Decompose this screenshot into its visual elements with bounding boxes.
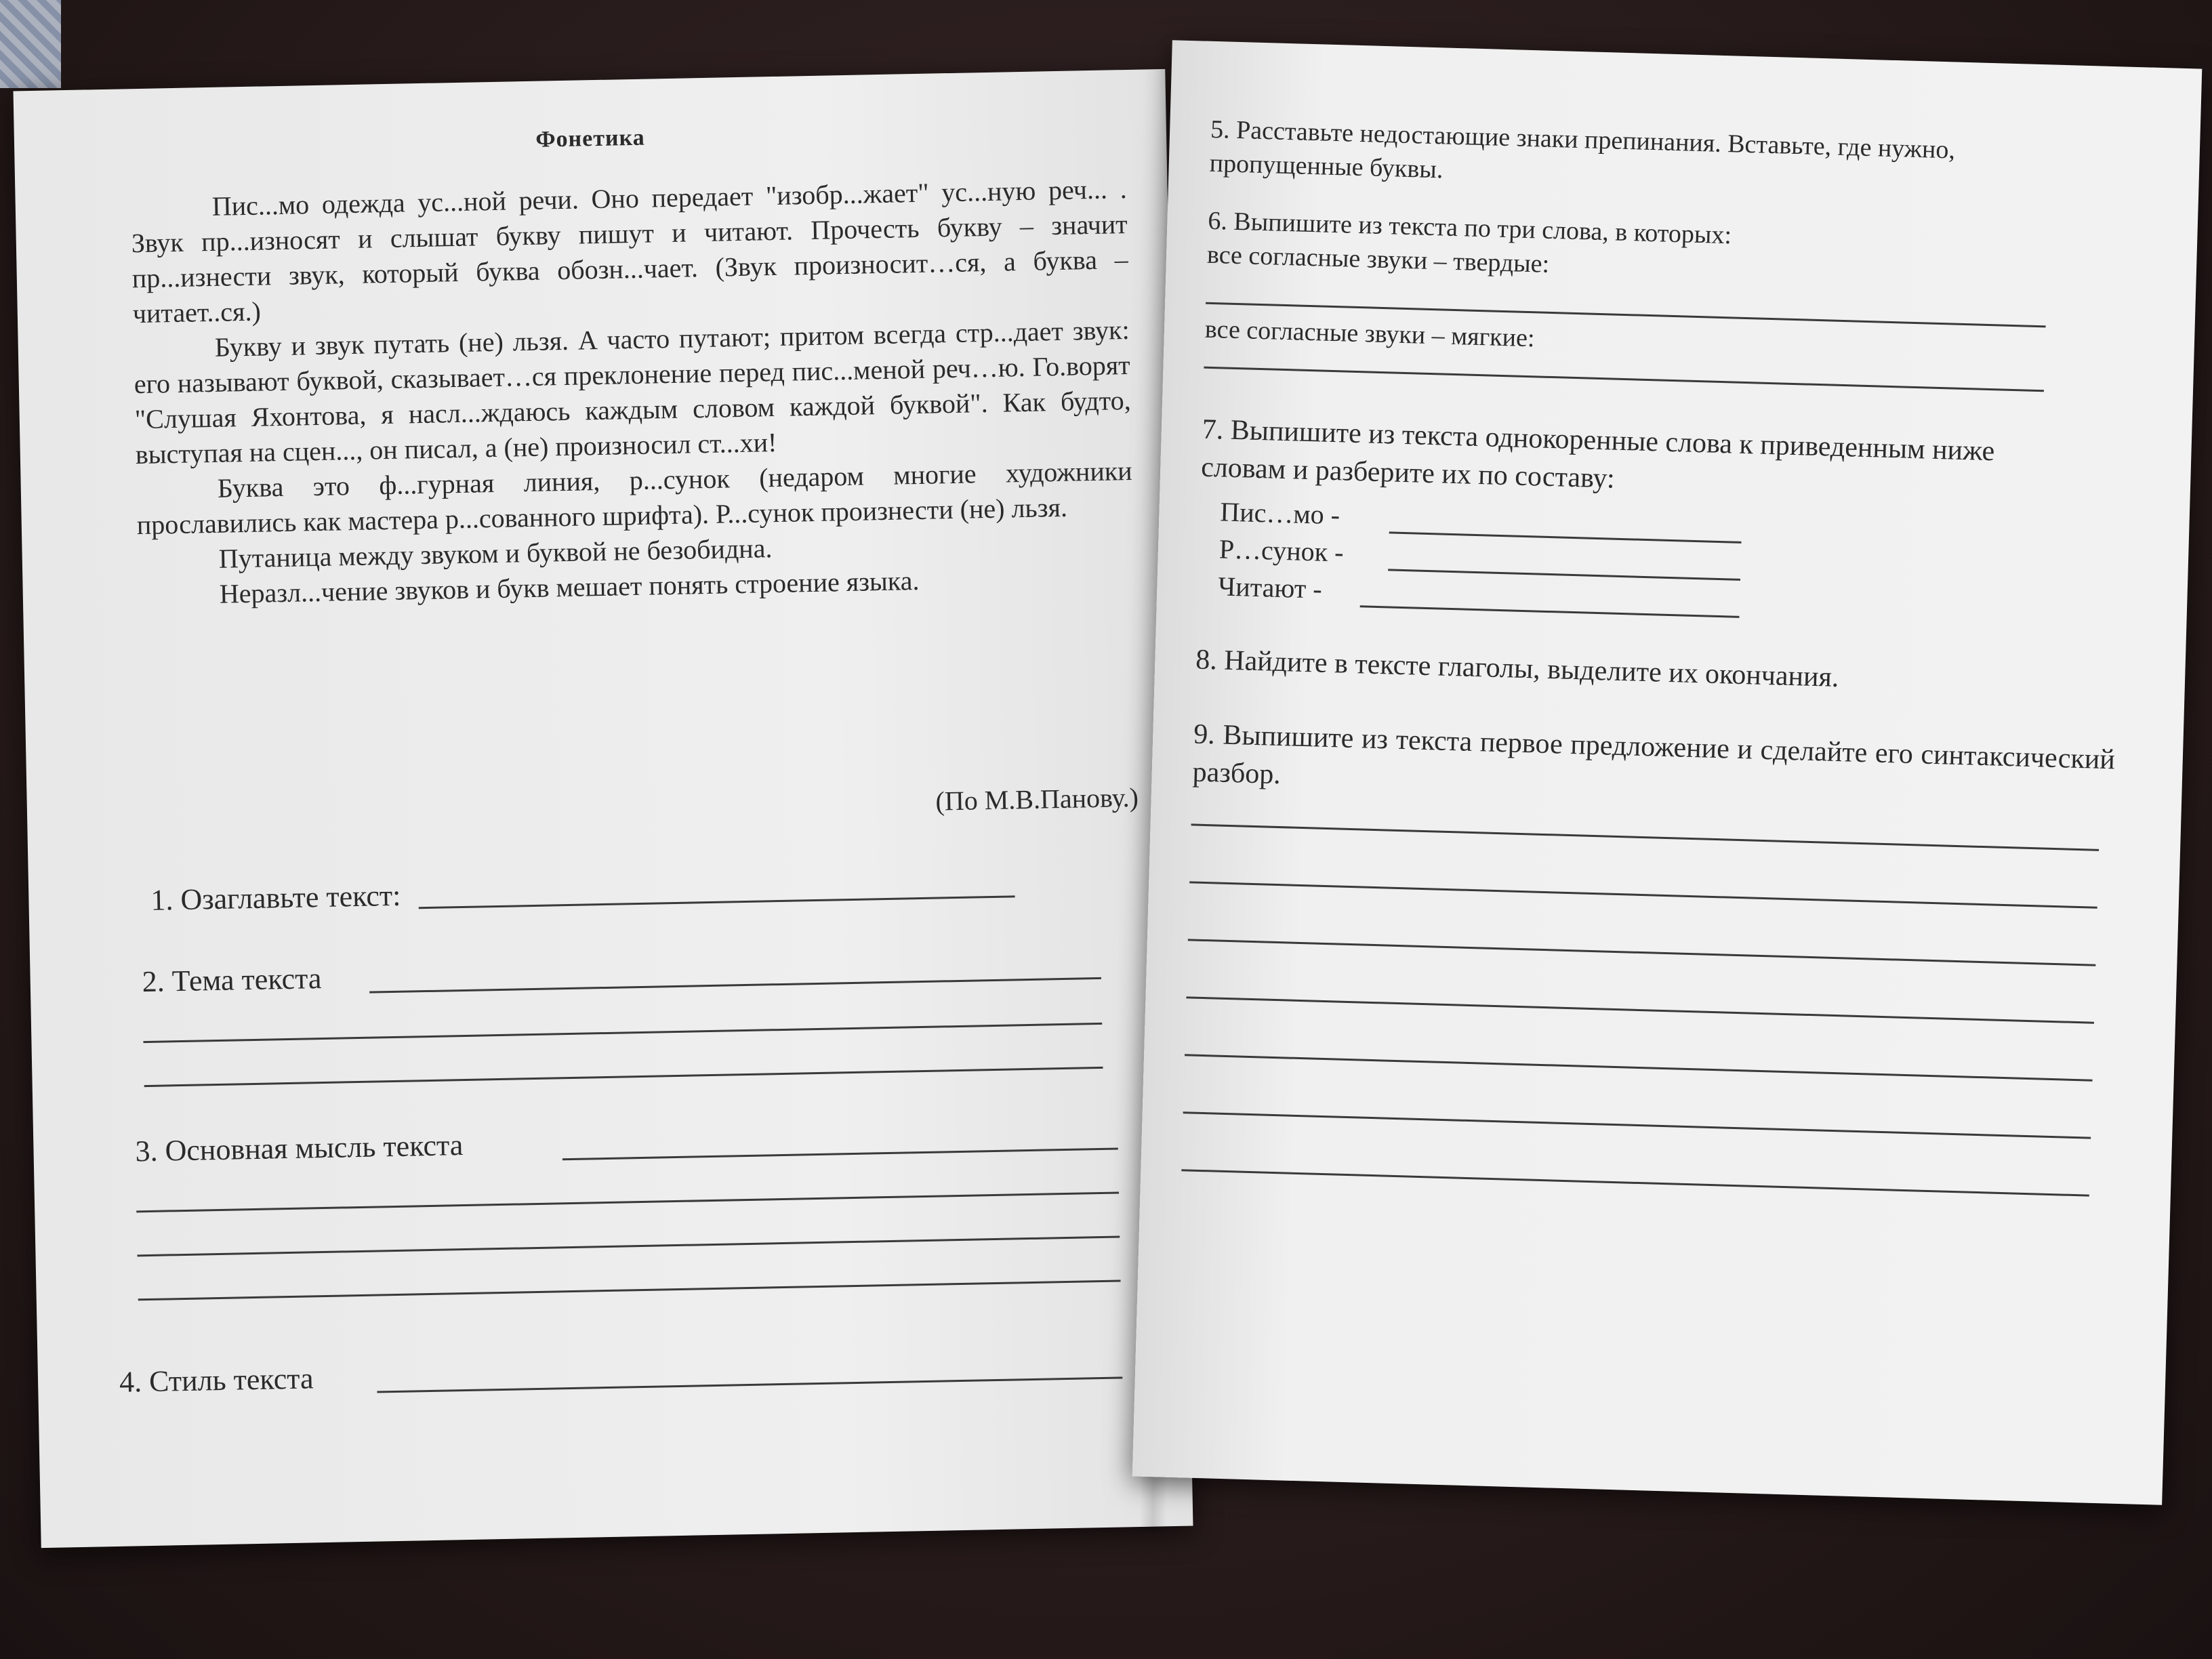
task-7-item-1 [1220,495,1340,531]
task-3-answer-line-2[interactable] [136,1191,1119,1212]
task-9-answer-line-2[interactable] [1189,881,2097,908]
task-9-answer-line-1[interactable] [1191,823,2100,851]
text-source: (По М.В.Панову.) [935,781,1139,817]
paragraph-4: Путаница между звуком и буквой не безобидна. [218,533,773,574]
task-1-answer-line[interactable] [419,895,1015,909]
task-3-answer-line-3[interactable] [138,1235,1120,1256]
task-9-answer-line-4[interactable] [1186,996,2094,1023]
worksheet-left-page [14,69,1193,1548]
cloth-corner [0,0,61,88]
task-7: 7. Выпишите из текста однокоренные слова к приведенным ниже словам и разберите их по составу: [1200,413,1995,495]
task-7-item-2 [1218,533,1344,568]
task-7-item-3-line[interactable] [1360,605,1740,618]
task-9-answer-line-3[interactable] [1188,939,2096,966]
task-9-answer-line-7[interactable] [1181,1169,2089,1196]
task-7-item-3-label: Читают - [1217,571,1323,605]
page-title: Фонетика [535,125,645,152]
task-8: 8. Найдите в тексте глаголы, выделите их окончания. [1195,644,1840,694]
task-2-answer-line-2[interactable] [143,1023,1102,1043]
paragraph-1: Пис...мо одежда ус...ной речи. Оно передает "изобр...жает" ус...ную реч... . Звук пр...износят и слышат букву пишут и читают. Прочесть букву – значит пр...изнести звук, который буква обозн...чает. (Звук произносит…ся, а буква – читает..ся.) [131,173,1129,329]
task-9-answer-line-5[interactable] [1185,1054,2093,1081]
task-6-answer-line-2[interactable] [1204,367,2044,392]
task-1 [150,877,401,920]
task-9-answer-line-6[interactable] [1183,1111,2091,1139]
task-4-answer-line[interactable] [377,1376,1122,1393]
reading-text [130,171,1134,613]
task-2-answer-line-1[interactable] [369,977,1101,994]
task-3-answer-line-4[interactable] [138,1279,1121,1300]
task-7-item-1-line[interactable] [1389,531,1742,544]
task-6: 6. Выпишите из текста по три слова, в которых: [1207,206,1732,250]
task-3-label: 3. Основная мысль текста [135,1128,464,1168]
task-5: 5. Расставьте недостающие знаки препинания. Вставьте, где нужно, пропущенные буквы. [1209,115,1956,184]
task-7-item-2-line[interactable] [1388,569,1740,581]
task-7-item-3 [1218,570,1323,605]
task-6-hard-consonants: все согласные звуки – твердые: [1206,240,1550,279]
task-2-label: 2. Тема текста [142,962,322,999]
task-9: 9. Выпишите из текста первое предложение и сделайте его синтаксический разбор. [1192,718,2116,791]
task-3 [135,1126,464,1170]
paragraph-2: Букву и звук путать (не) льзя. А часто путают; притом всегда стр...дает звук: его называют буквой, сказывает…ся преклонение перед пис...меной реч…ю. Го.ворят "Слушая Яхонтова, я насл...ждаюсь каждым словом каждой буквой". Как будто, выступая на сцен..., он писал, а (не) произносил ст...хи! [134,314,1132,470]
task-7-item-1-label: Пис…мо - [1219,496,1340,531]
task-2-answer-line-3[interactable] [144,1067,1103,1087]
task-6-soft-consonants: все согласные звуки – мягкие: [1204,314,1536,353]
paragraph-3: Буква это ф...гурная линия, р...сунок (недаром многие художники прославились как мастера р...сованного шрифта). Р...сунок произнести (не) льзя. [136,455,1133,541]
task-3-answer-line-1[interactable] [562,1148,1118,1161]
worksheet-right-page [1132,40,2203,1505]
task-4-label: 4. Стиль текста [119,1361,314,1399]
task-2 [142,960,322,1001]
task-4 [119,1359,314,1401]
paragraph-5: Неразл...чение звуков и букв мешает понять строение языка. [219,565,920,609]
task-7-item-2-label: Р…сунок - [1218,533,1345,568]
task-1-label: 1. Озаглавьте текст: [150,878,401,917]
